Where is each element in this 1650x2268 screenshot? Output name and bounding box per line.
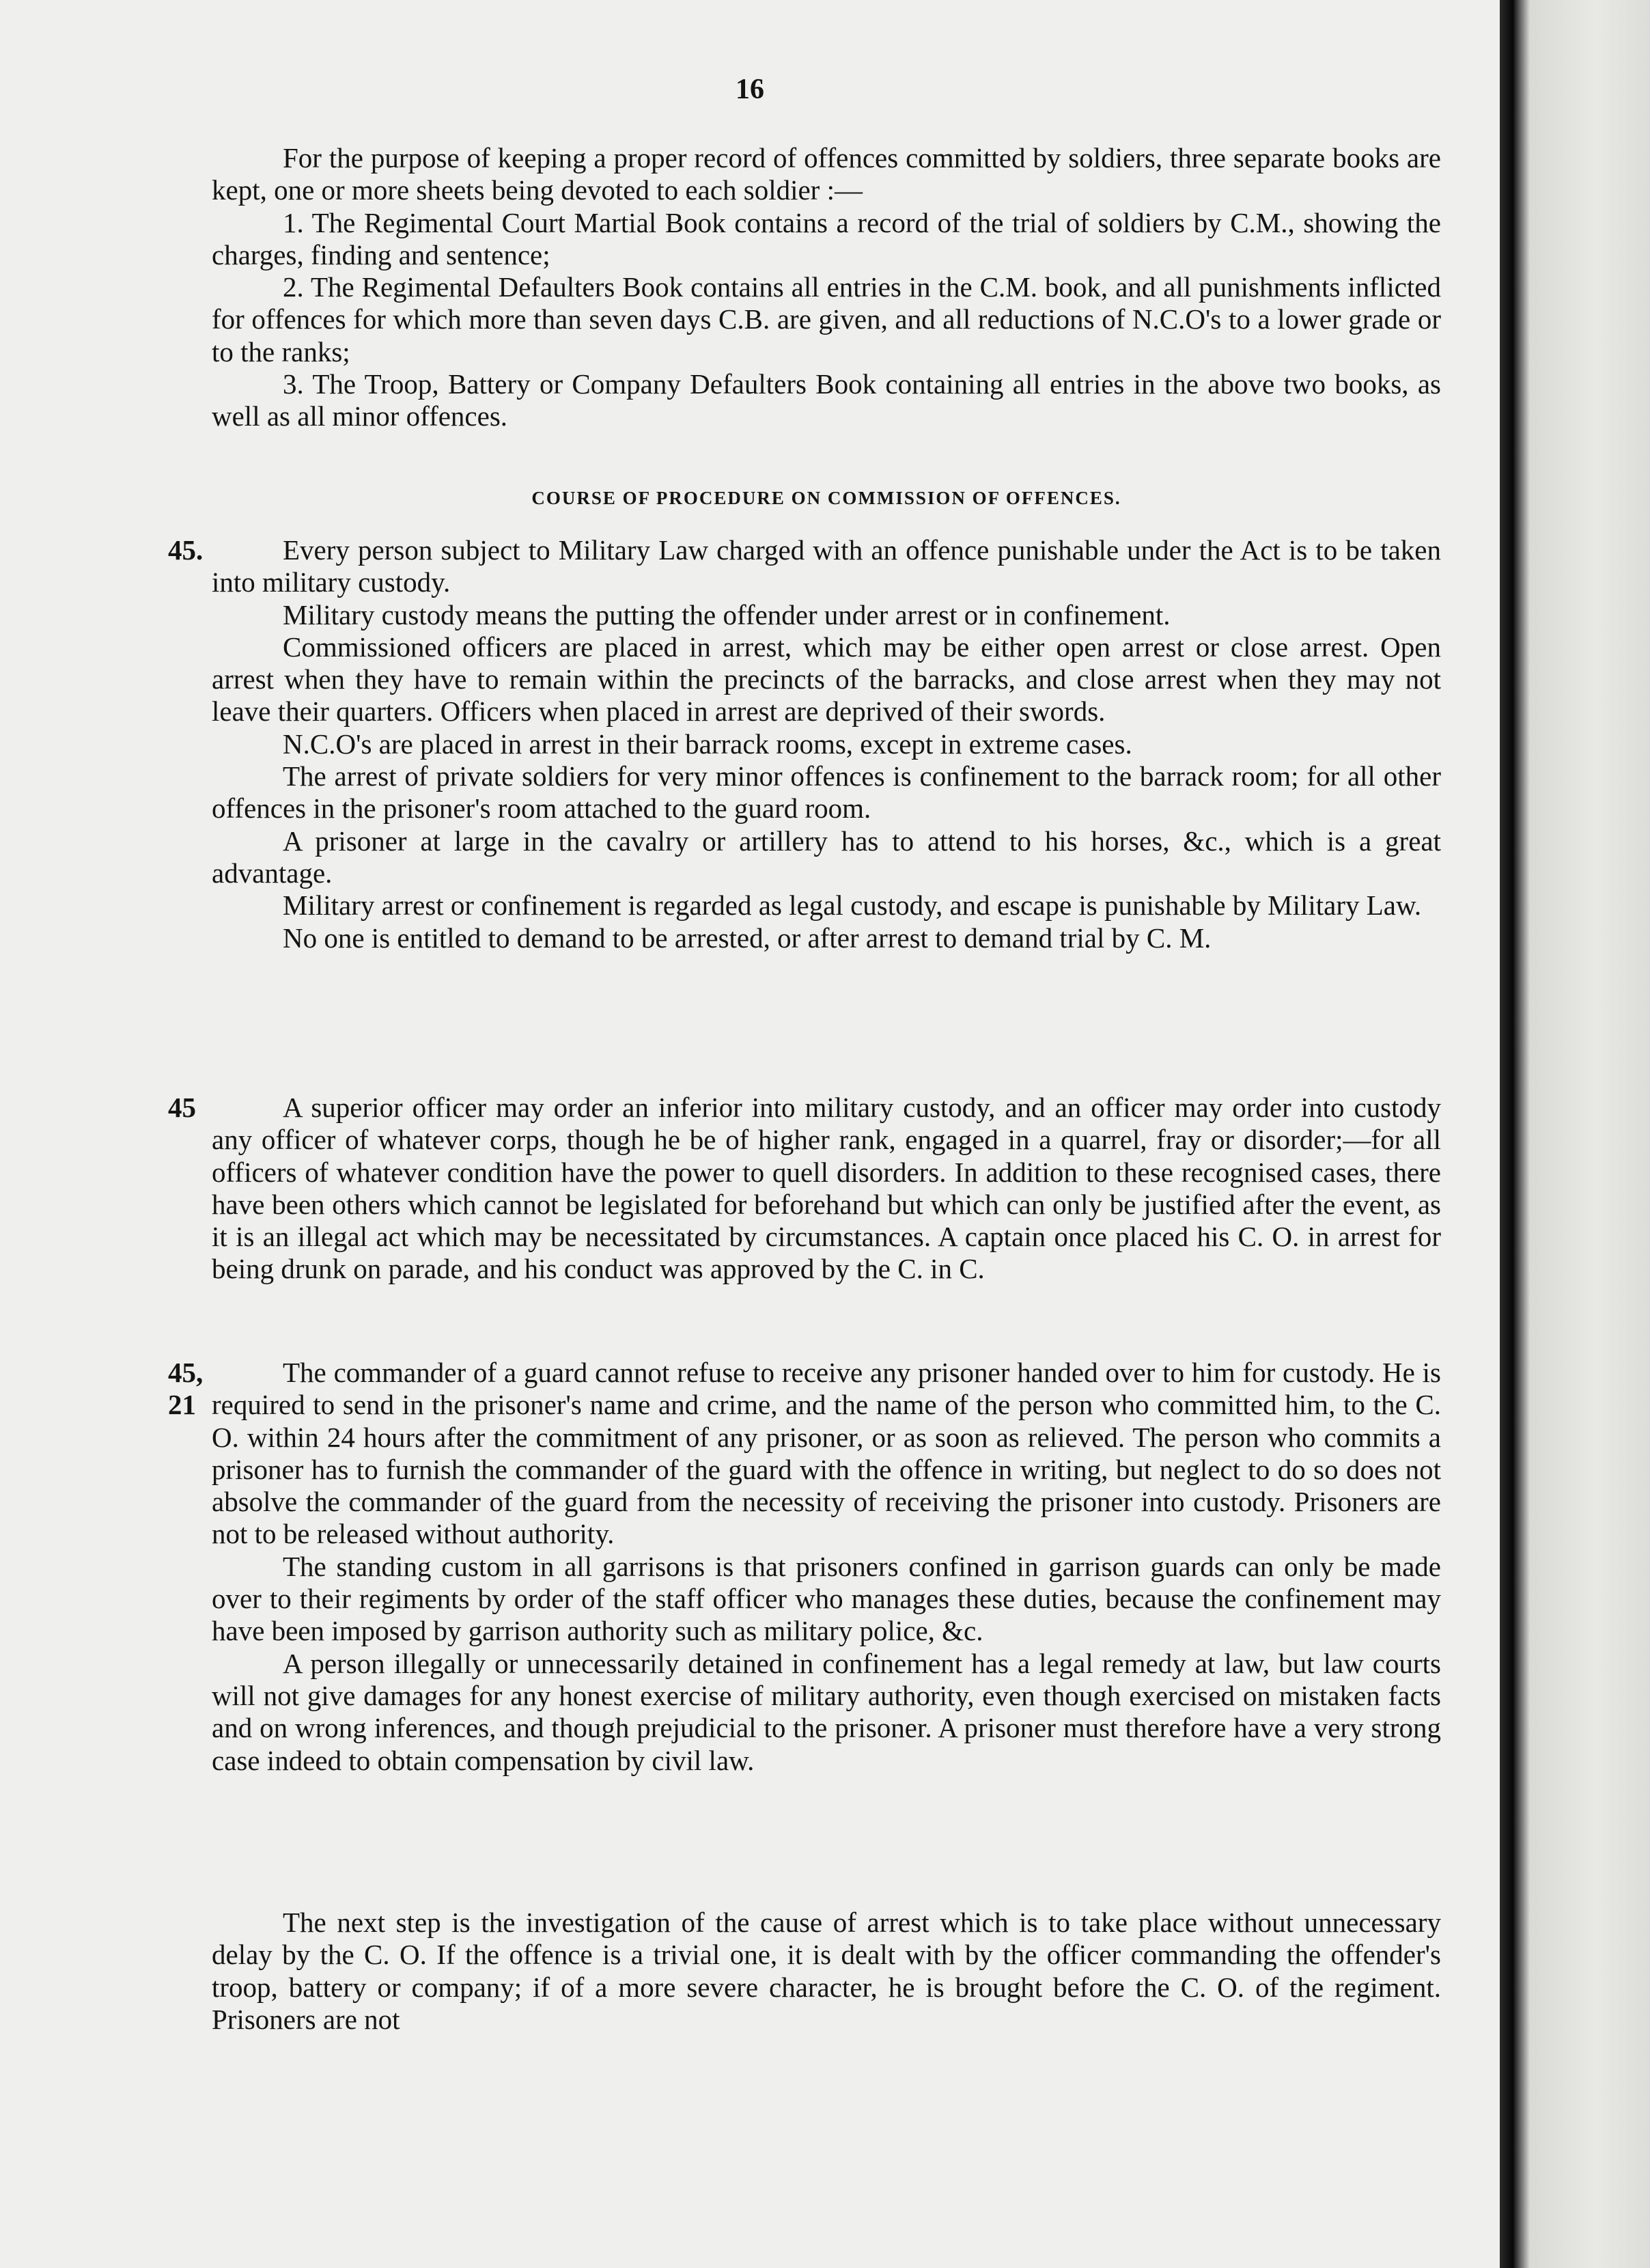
section-heading: COURSE OF PROCEDURE ON COMMISSION OF OFFENCES. xyxy=(531,488,1121,508)
margin-ref-guard-21: 21 xyxy=(168,1389,196,1420)
page-number: 16 xyxy=(736,74,764,105)
adjacent-page-edge xyxy=(1513,0,1650,2268)
paragraph-legal-remedy: A person illegally or unnecessarily detained in confinement has a legal remedy at law, but law courts will not give damages for any honest exercise of military authority, even though exercised on mistaken facts and on wrong inferences, and though prejudicial to the prisoner. A prisoner must therefore have a very strong case indeed to obtain compensation by civil law. xyxy=(212,1647,1441,1776)
paragraph-nco-arrest: N.C.O's are placed in arrest in their barrack rooms, except in extreme cases. xyxy=(283,728,1132,760)
paragraph-superior-officer: A superior officer may order an inferior into military custody, and an officer may order into custody any officer of whatever corps, though he be of higher rank, engaged in a quarrel, fray or disorder;—for all officers of whatever condition have the power to quell disorders. In addition to these recognised cases, there have been others which cannot be legislated for beforehand but which can only be justified after the event, as it is an illegal act which may be necessitated by circumstances. A captain once placed his C. O. in arrest for being drunk on parade, and his conduct was approved by the C. in C. xyxy=(212,1092,1441,1285)
book-item-regimental-defaulters: 2. The Regimental Defaulters Book contains all entries in the C.M. book, and all punishments inflicted for offences for which more than seven days C.B. are given, and all reductions of N.C.O's to a lower grade or to the ranks; xyxy=(212,271,1441,368)
paragraph-no-demand: No one is entitled to demand to be arrested, or after arrest to demand trial by C. M. xyxy=(283,922,1212,954)
margin-ref-superior: 45 xyxy=(168,1092,196,1123)
margin-ref-arrest: 45. xyxy=(168,534,204,566)
paragraph-prisoner-at-large: A prisoner at large in the cavalry or artillery has to attend to his horses, &c., which is a great advantage. xyxy=(212,825,1441,889)
margin-ref-guard: 45, xyxy=(168,1357,204,1388)
paragraph-military-custody: Every person subject to Military Law charged with an offence punishable under the Act is to be taken into military custody. xyxy=(212,534,1441,598)
paragraph-investigation: The next step is the investigation of the cause of arrest which is to take place without unnecessary delay by the C. O. If the offence is a trivial one, it is dealt with by the officer commanding the offender's troop, battery or company; if of a more severe character, he is brought before the C. O. of the regiment. Prisoners are not xyxy=(212,1907,1441,2035)
intro-section xyxy=(212,142,1441,433)
paragraph-guard-commander: The commander of a guard cannot refuse to receive any prisoner handed over to him for custody. He is required to send in the prisoner's name and crime, and the name of the person who committed him, to the C. O. within 24 hours after the commitment of any prisoner, or as soon as relieved. The person who commits a prisoner has to furnish the commander of the guard with the offence in writing, but neglect to do so does not absolve the commander of the guard from the necessity of receiving the prisoner into custody. Prisoners are not to be released without authority. xyxy=(212,1357,1441,1550)
paragraph-private-soldiers: The arrest of private soldiers for very minor offences is confinement to the barrack room; for all other offences in the prisoner's room attached to the guard room. xyxy=(212,760,1441,825)
arrest-section xyxy=(212,534,1441,954)
intro-paragraph: For the purpose of keeping a proper record of offences committed by soldiers, three separate books are kept, one or more sheets being devoted to each soldier :— xyxy=(212,142,1441,206)
paragraph-custody-definition: Military custody means the putting the offender under arrest or in confinement. xyxy=(283,598,1171,631)
paragraph-garrison-custom: The standing custom in all garrisons is that prisoners confined in garrison guards can only be made over to their regiments by order of the staff officer who manages these duties, because the confinement may have been imposed by garrison authority such as military police, &c. xyxy=(212,1550,1441,1647)
paragraph-officers-arrest: Commissioned officers are placed in arrest, which may be either open arrest or close arrest. Open arrest when they have to remain within the precincts of the barracks, and close arrest when they may not leave their quarters. Officers when placed in arrest are deprived of their swords. xyxy=(212,631,1441,728)
book-item-company-defaulters: 3. The Troop, Battery or Company Defaulters Book containing all entries in the above two books, as well as all minor offences. xyxy=(212,368,1441,432)
investigation-section xyxy=(212,1907,1441,2036)
paragraph-legal-custody: Military arrest or confinement is regarded as legal custody, and escape is punishable by Military Law. xyxy=(283,889,1422,922)
book-item-court-martial: 1. The Regimental Court Martial Book contains a record of the trial of soldiers by C.M., showing the charges, finding and sentence; xyxy=(212,206,1441,271)
guard-section xyxy=(212,1357,1441,1777)
superior-section xyxy=(212,1092,1441,1286)
binding-shadow xyxy=(1500,0,1513,2268)
